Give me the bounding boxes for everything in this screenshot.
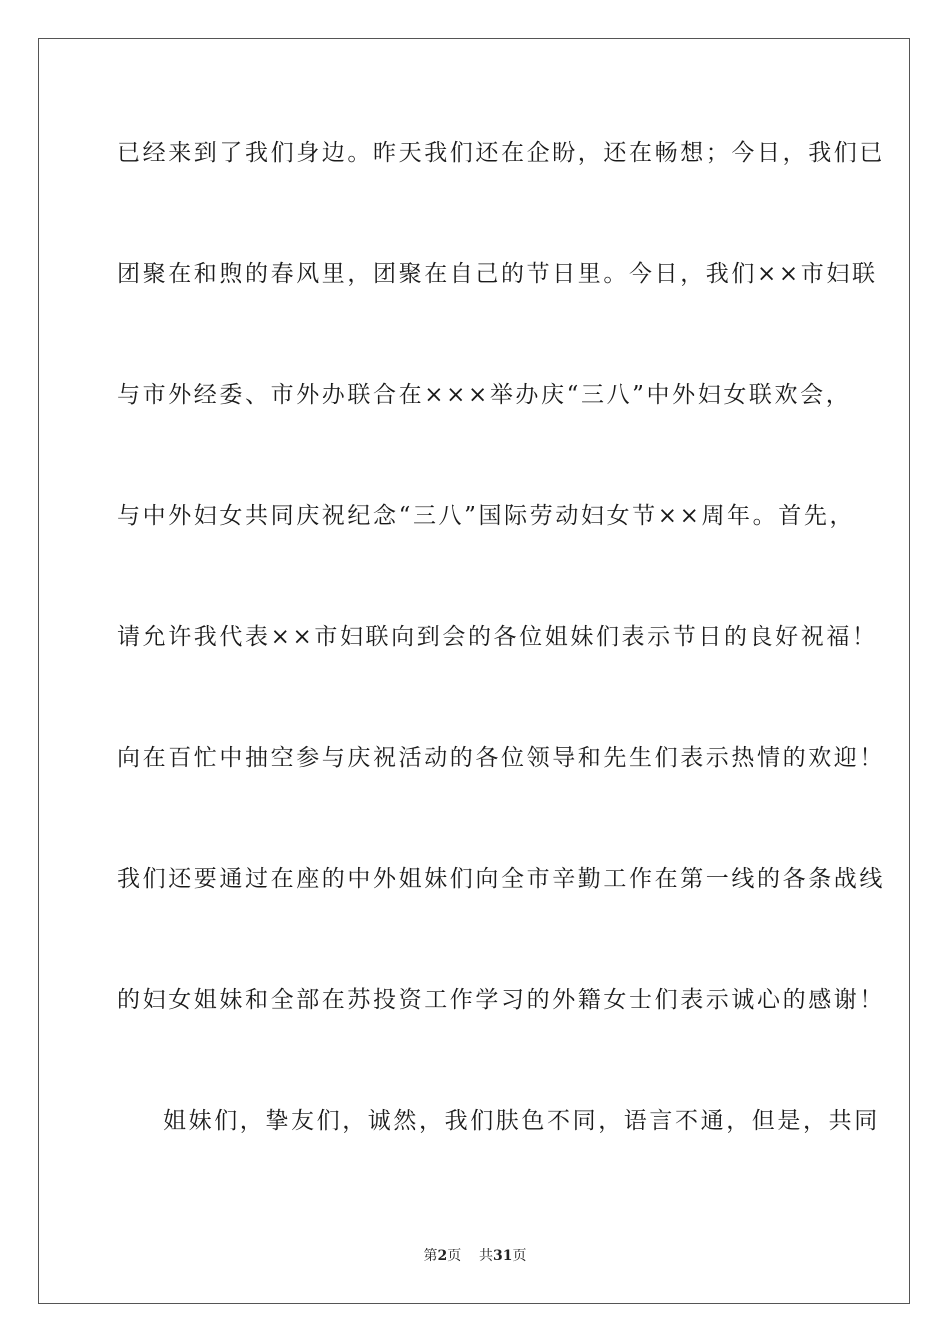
total-pages: 31: [493, 1248, 513, 1264]
page-footer: [0, 1247, 950, 1265]
body-text-line: 已经来到了我们身边。昨天我们还在企盼，还在畅想；今日，我们已: [117, 140, 885, 166]
page-suffix: 页: [447, 1248, 462, 1264]
body-text-line: 的妇女姐妹和全部在苏投资工作学习的外籍女士们表示诚心的感谢！: [117, 987, 885, 1013]
body-text-line: 请允许我代表××市妇联向到会的各位姐妹们表示节日的良好祝福！: [117, 624, 878, 650]
body-text-line: 团聚在和煦的春风里，团聚在自己的节日里。今日，我们××市妇联: [117, 261, 878, 287]
total-suffix: 页: [512, 1248, 527, 1264]
total-prefix: 共: [479, 1248, 494, 1264]
body-text-line: 与中外妇女共同庆祝纪念“三八”国际劳动妇女节××周年。首先，: [117, 503, 856, 529]
page-number: 2: [437, 1248, 448, 1264]
body-text-line: 我们还要通过在座的中外姐妹们向全市辛勤工作在第一线的各条战线: [117, 866, 885, 892]
body-text-line: 与市外经委、市外办联合在×××举办庆“三八”中外妇女联欢会，: [117, 382, 852, 408]
page-prefix: 第: [423, 1248, 438, 1264]
paragraph-first-line: 姐妹们，挚友们，诚然，我们肤色不同，语言不通，但是，共同: [163, 1108, 880, 1134]
body-text-line: 向在百忙中抽空参与庆祝活动的各位领导和先生们表示热情的欢迎！: [117, 745, 885, 771]
